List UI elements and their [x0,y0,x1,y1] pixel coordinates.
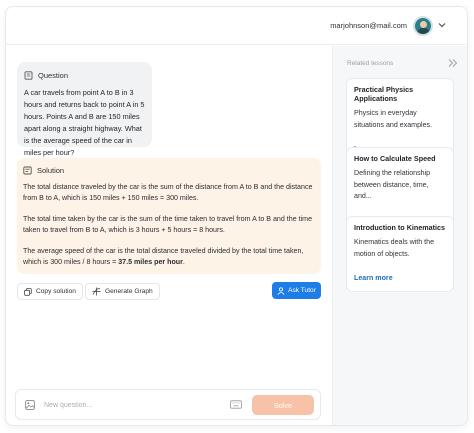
solution-paragraph [23,246,315,268]
avatar-body [417,28,430,36]
question-card [17,62,152,157]
question-icon [24,71,33,80]
learn-more-link[interactable]: Learn more [354,274,393,282]
question-text: A car travels from point A to B in 3 hours and returns back to point A in 5 hours. Points A and B are 150 miles apart along a straight highway. What is the average speed of the car in miles per hour? [24,88,145,157]
ask-tutor-label: Ask Tutor [288,287,316,294]
solution-paragraph: The total time taken by the car is the sum of the time taken to travel from A to B and the time taken to travel from B to A, which is 3 hours + 5 hours = 8 hours. [23,215,313,234]
solution-answer: 37.5 miles per hour [118,258,183,266]
copy-icon [24,288,32,296]
question-header [24,71,145,80]
app-window [5,6,468,426]
chevron-down-icon[interactable] [437,20,447,30]
copy-solution-label: Copy solution [36,288,76,295]
user-email: marjohnson@mail.com [330,21,407,30]
lesson-description: Kinematics deals with the motion of objects. [354,238,435,258]
lesson-title: Introduction to Kinematics [354,223,446,232]
lesson-title: Practical Physics Applications [354,85,414,103]
image-icon[interactable] [25,400,35,410]
related-lessons-sidebar [332,46,467,426]
solution-actions [17,283,321,301]
avatar-head [420,21,427,28]
solution-text-end: . [182,258,185,266]
solution-text: The average speed of the car is the total distance traveled divided by the total time taken, which is 300 miles / 8 hours = [23,247,304,266]
lesson-description: Defining the relationship between distance, time, and... [354,169,431,200]
generate-graph-button[interactable] [85,283,160,300]
tutor-icon [277,287,285,295]
graph-icon [92,287,101,296]
lesson-description: Physics in everyday situations and examples. [354,109,433,129]
chat-panel [6,46,332,426]
sidebar-title: Related lessons [347,60,394,67]
collapse-icon[interactable] [447,58,459,68]
lesson-card[interactable] [346,216,454,292]
solution-card [17,158,321,274]
avatar[interactable] [413,16,433,36]
ask-tutor-button[interactable] [272,282,321,299]
new-question-input[interactable] [44,398,194,412]
copy-solution-button[interactable] [17,283,83,300]
solve-button[interactable]: Solve [252,395,314,415]
lesson-title: How to Calculate Speed [354,154,436,163]
question-label: Question [38,71,69,80]
generate-graph-label: Generate Graph [105,288,153,295]
top-bar [6,7,467,45]
keyboard-icon[interactable] [230,400,242,409]
solution-icon [23,166,32,175]
solution-header [23,166,315,175]
solution-label: Solution [37,166,65,175]
solution-paragraph: The total distance traveled by the car is the sum of the distance from A to B and the distance from B to A, which is 150 miles + 150 miles = 300 miles. [23,183,313,202]
question-composer [15,389,321,420]
